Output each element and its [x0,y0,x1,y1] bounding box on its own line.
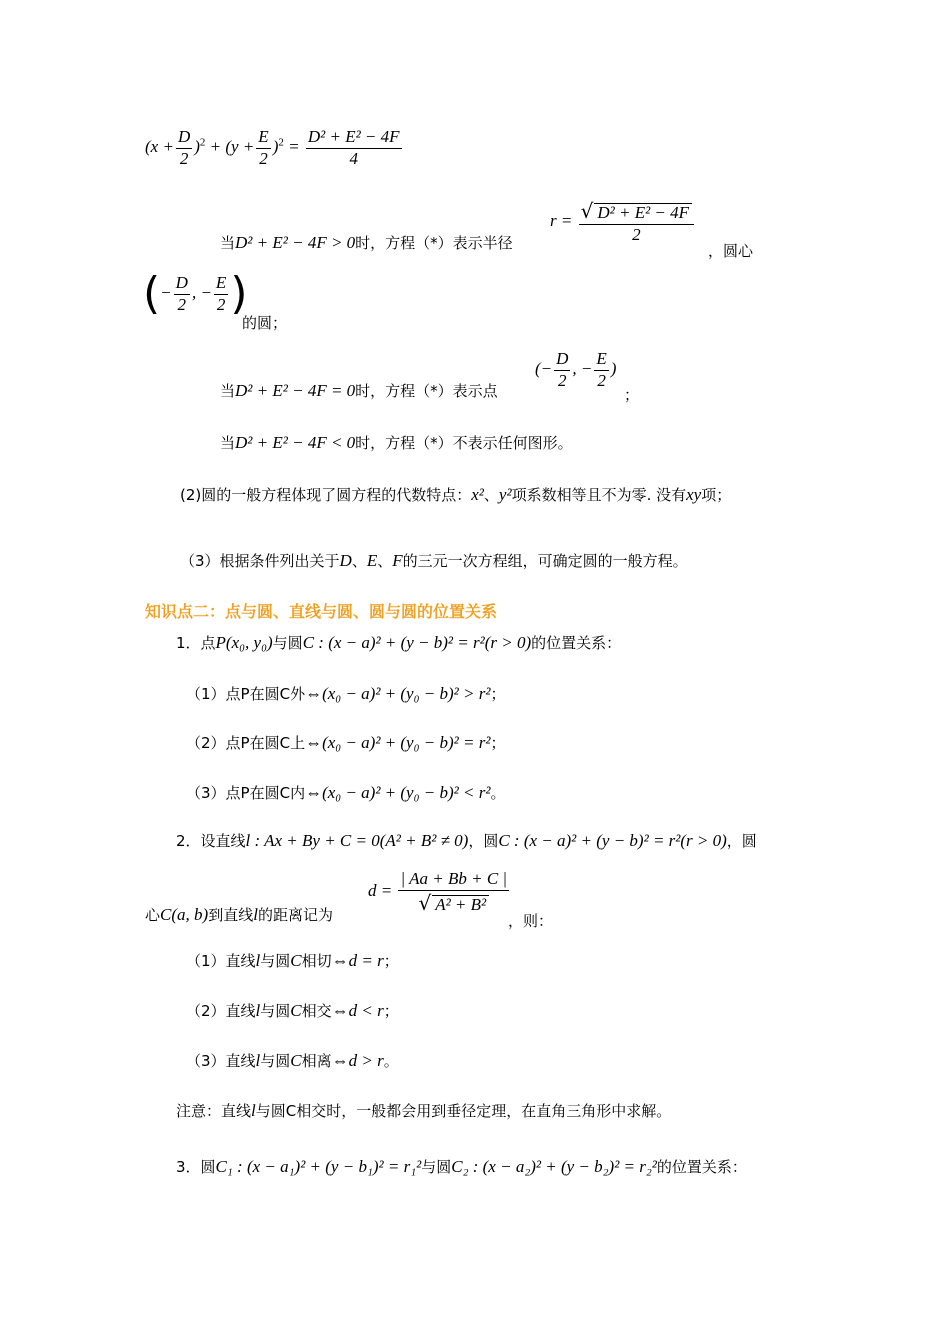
fraction-rhs: $\frac{\text{D² + E² − 4F}}{4}$ [307,127,400,168]
distance-formula: d = $\frac{| Aa + Bb + C |}{\text{√ A² + B²}}$ [368,869,508,915]
item-point-circle: 1．点P(x₀, y₀)与圆C : (x − a)² + (y − b)² = r²(r > 0)的位置关系： [176,633,622,652]
case-separate: （3）直线l与圆C相离⇔d > r。 [186,1051,399,1070]
standard-form-equation: (x + $\frac{D}{2}$ )$^2$ + (y + $\frac{E}{2}$ )$^2$ = $\frac{\text{D² + E² − 4F}}{4}$ [145,127,400,168]
distance-fraction: $\frac{| Aa + Bb + C |}{\text{√ A² + B²}}$ [400,869,508,915]
case-tangent: （1）直线l与圆C相切⇔d = r； [186,951,399,970]
distance-definition: 心C(a, b)到直线l的距离记为 [145,905,333,924]
item-circle-circle: 3．圆C₁ : (x − a₁)² + (y − b₁)² = r₁²与圆C₂ : (x − a₂)² + (y − b₂)² = r₂²的位置关系： [176,1157,747,1176]
case-positive-line: 当D² + E² − 4F > 0时，方程（*）表示半径 [220,233,513,252]
case-outside: （1）点P在圆C外⇔(x₀ − a)² + (y₀ − b)² > r²； [186,684,506,703]
fraction-e-over-2: $\frac{E}{2}$ [596,349,607,390]
case-inside: （3）点P在圆C内⇔(x₀ − a)² + (y₀ − b)² < r²。 [186,783,506,802]
then-label: ，则： [508,912,554,930]
section-heading: 知识点二：点与圆、直线与圆、圆与圆的位置关系 [145,602,498,621]
condition-zero: D² + E² − 4F = 0 [235,381,356,400]
center-point-expression: (− $\frac{D}{2}$ , − $\frac{E}{2}$ ) [143,268,248,319]
item-line-circle: 2．设直线l : Ax + By + C = 0(A² + B² ≠ 0)，圆C : (x − a)² + (y − b)² = r²(r > 0)，圆 [176,831,757,850]
case-on: （2）点P在圆C上⇔(x₀ − a)² + (y₀ − b)² = r²； [186,733,506,752]
case-negative-line: 当D² + E² − 4F < 0时，方程（*）不表示任何图形。 [220,433,573,452]
condition-negative: D² + E² − 4F < 0 [235,433,356,452]
fraction-e-over-2: $\frac{E}{2}$ [215,272,227,314]
radius-formula: r = $\frac{\text{√ D² + E² − 4F}}{2}$ [550,200,696,244]
fraction-d-over-2: $\frac{D}{2}$ [556,349,569,390]
eq-text: (x + [145,137,174,157]
radius-fraction: $\frac{\text{√ D² + E² − 4F}}{2}$ [579,200,694,244]
sqrt-symbol: √ [580,199,594,223]
point-expression: (− $\frac{D}{2}$ , − $\frac{E}{2}$ ) [535,349,617,390]
fraction-d-over-2: $\frac{D}{2}$ [175,272,188,314]
center-suffix: 的圆； [242,314,288,332]
fraction-d-over-2: $\frac{D}{2}$ [177,127,191,168]
note-algebraic-features: (2)圆的一般方程体现了圆方程的代数特点：x²、y²项系数相等且不为零. 没有xy项； [180,485,732,504]
case-intersect: （2）直线l与圆C相交⇔d < r； [186,1001,399,1020]
center-label: ，圆心 [708,242,754,260]
case-zero-end: ； [624,386,640,404]
sqrt-symbol: √ [418,890,432,915]
condition-positive: D² + E² − 4F > 0 [235,233,356,252]
case-zero-line: 当D² + E² − 4F = 0时，方程（*）表示点 [220,381,498,400]
note-solve-system: （3）根据条件列出关于D、E、F的三元一次方程组，可确定圆的一般方程。 [180,551,688,570]
remark-line: 注意：直线l与圆C相交时，一般都会用到垂径定理，在直角三角形中求解。 [176,1101,672,1120]
fraction-e-over-2: $\frac{E}{2}$ [258,127,269,168]
